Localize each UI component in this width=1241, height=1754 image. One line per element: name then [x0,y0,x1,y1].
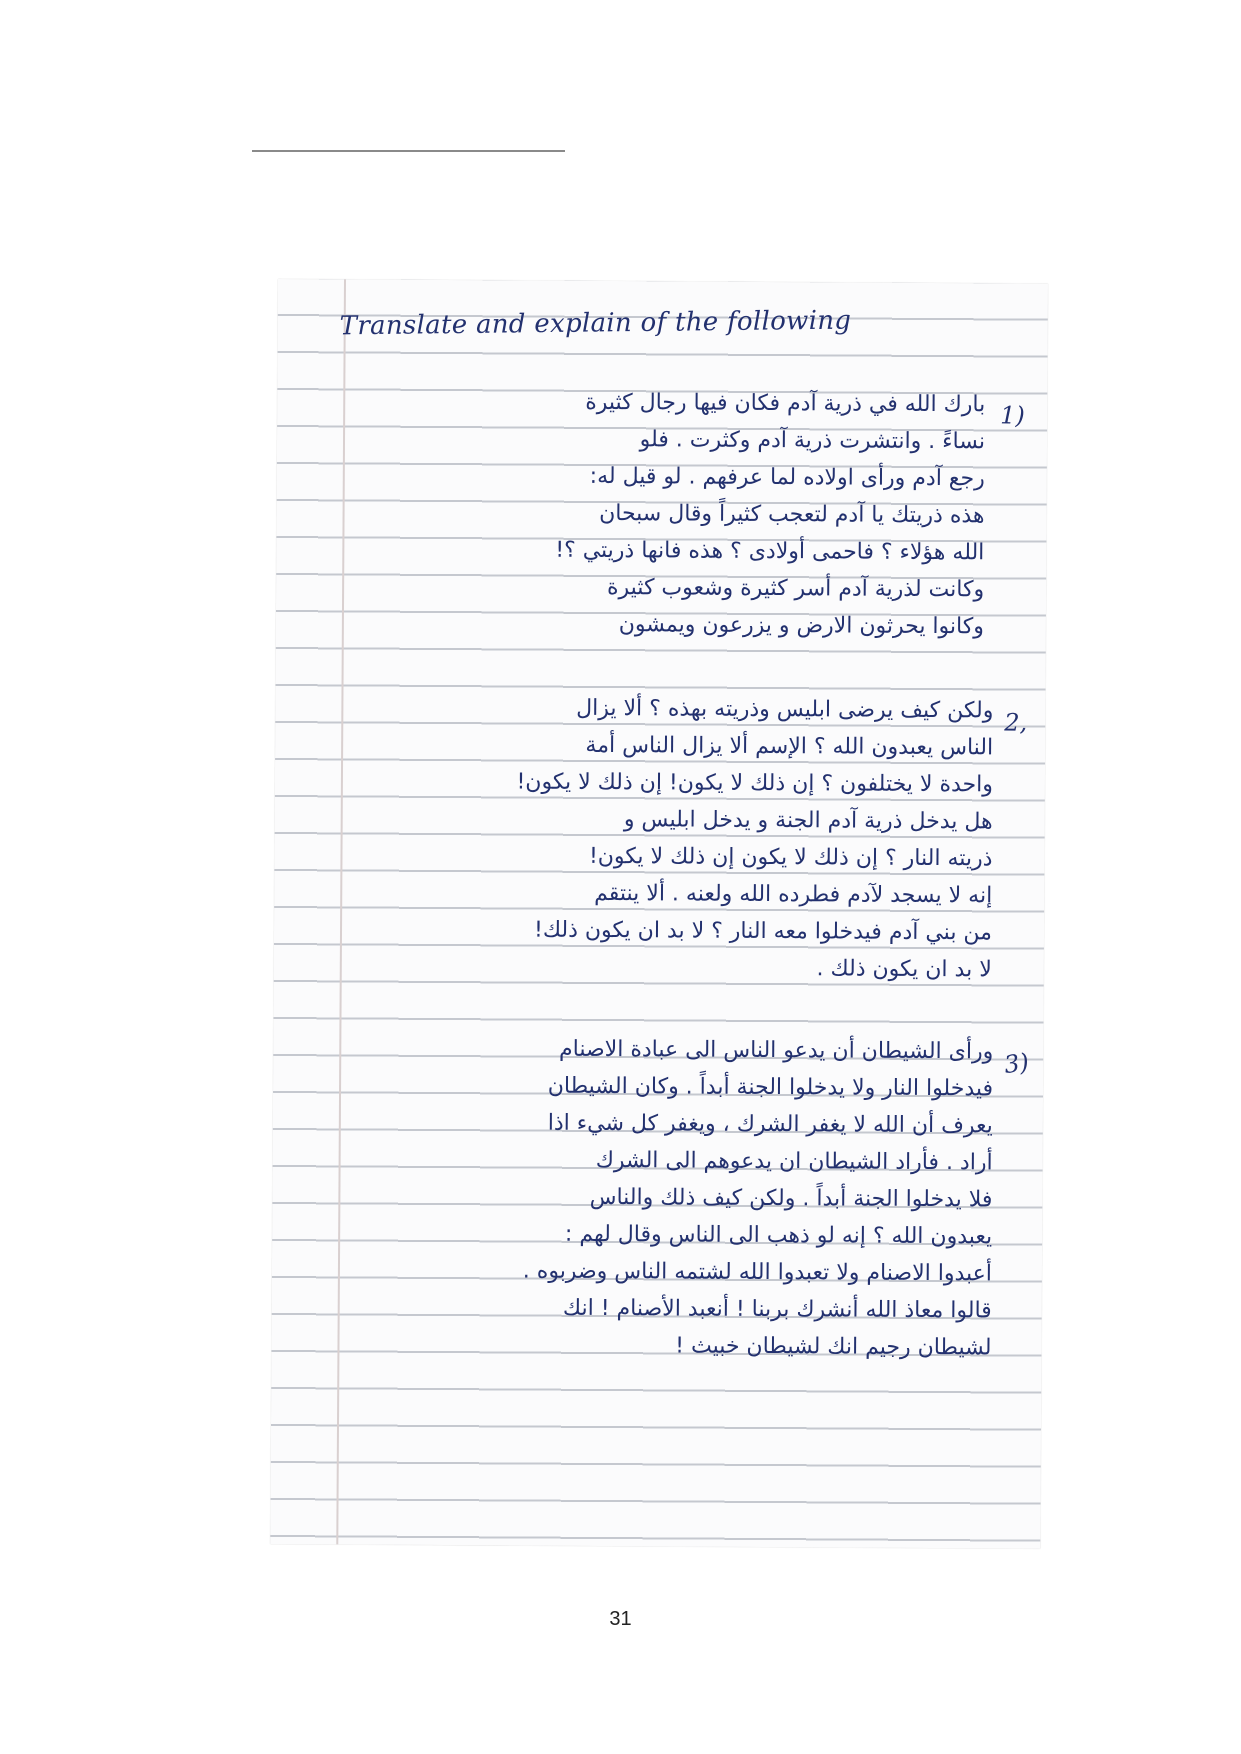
paragraph-3-line: فلا يدخلوا الجنة أبداً . ولكن كيف ذلك والناس [589,1184,993,1213]
page-number: 31 [609,1608,632,1630]
paragraph-1-line: بارك الله في ذرية آدم فكان فيها رجال كثيرة [585,389,986,418]
paragraph-1-line: رجع آدم ورأى اولاده لما عرفهم . لو قيل له: [589,463,985,492]
paragraph-2-line: هل يدخل ذرية آدم الجنة و يدخل ابليس و [623,807,993,835]
paragraph-1-line: وكانت لذرية آدم أسر كثيرة وشعوب كثيرة [606,575,985,603]
top-rule [252,150,565,152]
paragraph-3-line: يعبدون الله ؟ إنه لو ذهب الى الناس وقال لهم : [564,1221,993,1250]
paragraph-3-line: لشيطان رجيم انك لشيطان خبيث ! [675,1333,992,1361]
paragraph-3-number: 3) [1002,1048,1031,1080]
exercise-heading: Translate and explain of the following [339,305,852,342]
paragraph-1-line: وكانوا يحرثون الارض و يزرعون ويمشون [618,612,984,640]
paragraph-1-line: نساءً . وانتشرت ذرية آدم وكثرت . فلو [639,427,986,455]
paragraph-1-number: 1) [1000,401,1025,430]
paragraph-3-line: أعبدوا الاصنام ولا تعبدوا الله لشتمه الناس وضربوه . [522,1258,993,1287]
paragraph-1 [324,382,986,645]
paragraph-3-line: أراد . فأراد الشيطان ان يدعوهم الى الشرك [595,1147,993,1176]
paragraph-2 [282,688,994,988]
paragraph-2-line: واحدة لا يختلفون ؟ إن ذلك لا يكون! إن ذلك لا يكون! [516,769,993,798]
paragraph-3-line: فيدخلوا النار ولا يدخلوا الجنة أبداً . وكان الشيطان [547,1073,994,1102]
paragraph-2-line: ذريته النار ؟ إن ذلك لا يكون إن ذلك لا يكون! [588,843,993,872]
paragraph-2-line: ولكن كيف يرضى ابليس وذريته بهذه ؟ ألا يزال [576,695,994,724]
lined-notebook-sheet [270,279,1048,1549]
paragraph-1-line: هذه ذريتك يا آدم لتعجب كثيراً وقال سبحان [599,500,985,529]
paragraph-3-line: ورأى الشيطان أن يدعو الناس الى عبادة الاصنام [559,1036,994,1065]
paragraph-2-line: من بني آدم فيدخلوا معه النار ؟ لا بد ان يكون ذلك! [533,917,993,946]
paragraph-3 [281,1029,993,1366]
paragraph-2-line: إنه لا يسجد لآدم فطرده الله ولعنه . ألا ينتقم [594,880,993,909]
paragraph-3-line: يعرف أن الله لا يغفر الشرك ، ويغفر كل شيء اذا [547,1110,993,1139]
paragraph-2-line: الناس يعبدون الله ؟ الإسم ألا يزال الناس أمة [585,732,994,761]
paragraph-2-number: 2, [1004,708,1028,737]
paragraph-1-line: الله هؤلاء ؟ فاحمى أولادى ؟ هذه فانها ذريتي ؟! [555,537,985,566]
paragraph-3-line: قالوا معاذ الله أنشرك بربنا ! أنعبد الأصنام ! انك [562,1295,992,1324]
paragraph-2-line: لا بد ان يكون ذلك . [816,956,992,983]
